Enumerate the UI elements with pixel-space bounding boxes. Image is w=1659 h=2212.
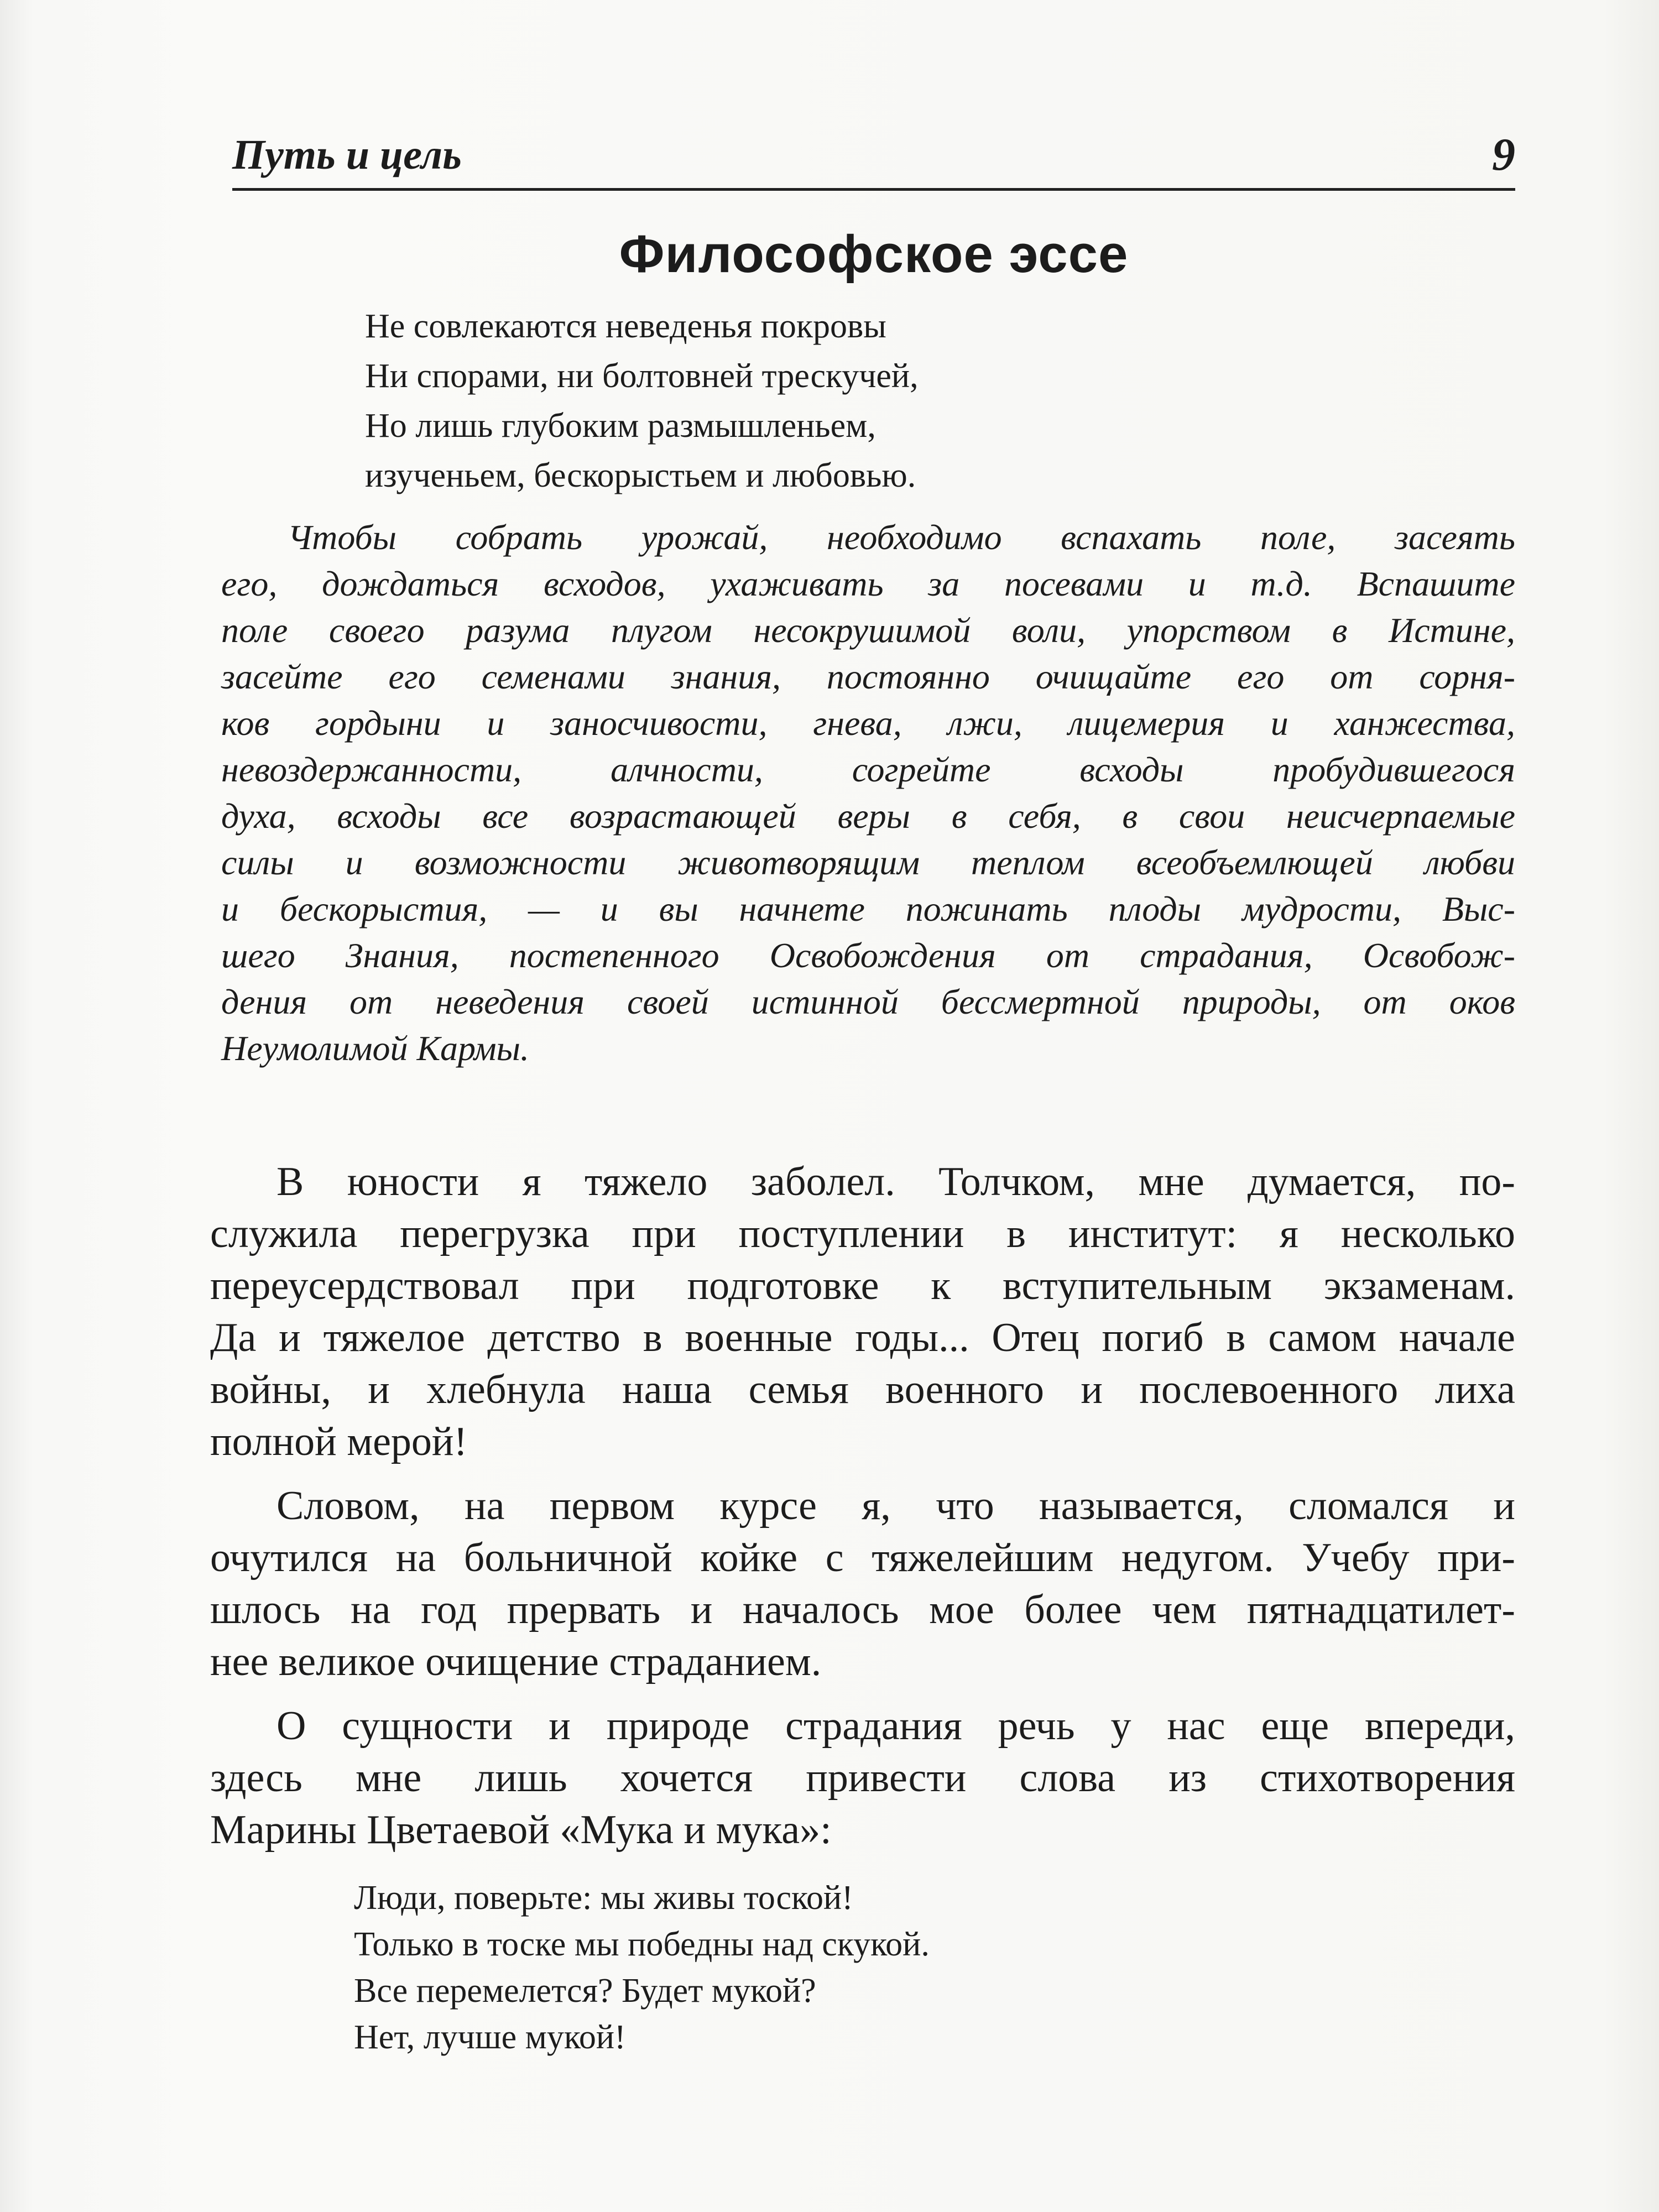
italic-passage-line: засейте его семенами знания, постоянно очищайте его от сорня- [221,657,1515,696]
paragraph [210,1700,1515,1856]
epigraph-line: изученьем, бескорыстьем и любовью. [365,457,916,494]
paragraph-line: переусердствовал при подготовке к вступительным экзаменам. [210,1263,1515,1308]
paragraph-line: войны, и хлебнула наша семья военного и послевоенного лиха [210,1367,1515,1412]
paragraph-line: нее великое очищение страданием. [210,1639,822,1684]
poem-line: Люди, поверьте: мы живы тоской! [354,1879,853,1917]
paragraph [210,1480,1515,1688]
running-header [232,127,1515,191]
italic-passage-line: поле своего разума плугом несокрушимой воли, упорством в Истине, [221,611,1515,650]
poem-quote [354,1875,1515,2060]
paragraph-line: шлось на год прервать и началось мое более чем пятнадцатилет- [210,1587,1515,1632]
epigraph-line: Не совлекаются неведенья покровы [365,307,886,345]
page-number: 9 [1492,129,1515,180]
paragraph [210,1156,1515,1468]
italic-passage-line: Чтобы собрать урожай, необходимо вспахать поле, засеять [288,518,1515,557]
epigraph-line: Но лишь глубоким размышленьем, [365,407,876,445]
running-title: Путь и цель [232,132,462,178]
paragraph-line: Да и тяжелое детство в военные годы... Отец погиб в самом начале [210,1315,1515,1360]
paragraph-line: Словом, на первом курсе я, что называется, сломался и [276,1483,1515,1528]
italic-passage-line: духа, всходы все возрастающей веры в себя, в свои неисчерпаемые [221,796,1515,836]
paragraph-line: О сущности и природе страдания речь у нас еще впереди, [276,1703,1515,1749]
body-text [210,1156,1515,1856]
poem-line: Только в тоске мы победны над скукой. [354,1926,930,1963]
italic-passage-line: его, дождаться всходов, ухаживать за посевами и т.д. Вспашите [221,564,1515,603]
paragraph-line: В юности я тяжело заболел. Толчком, мне думается, по- [276,1159,1515,1204]
italic-passage-line: ков гордыни и заносчивости, гнева, лжи, лицемерия и ханжества, [221,703,1515,743]
poem-line: Нет, лучше мукой! [354,2018,626,2056]
paragraph-line: служила перегрузка при поступлении в институт: я несколько [210,1211,1515,1256]
italic-passage [221,514,1515,1072]
italic-passage-line: шего Знания, постепенного Освобождения от страдания, Освобож- [221,936,1515,975]
italic-passage-line: Неумолимой Кармы. [221,1029,529,1068]
paragraph-line: очутился на больничной койке с тяжелейшим недугом. Учебу при- [210,1535,1515,1580]
italic-passage-line: невоздержанности, алчности, согрейте всходы пробудившегося [221,750,1515,789]
essay-title: Философское эссе [619,225,1129,284]
epigraph [365,301,1471,500]
italic-passage-line: дения от неведения своей истинной бессмертной природы, от оков [221,982,1515,1021]
paragraph-line: Марины Цветаевой «Мука и мука»: [210,1807,832,1853]
paragraph-line: здесь мне лишь хочется привести слова из стихотворения [210,1755,1515,1801]
italic-passage-line: силы и возможности животворящим теплом всеобъемлющей любви [221,843,1515,882]
italic-passage-line: и бескорыстия, — и вы начнете пожинать плоды мудрости, Выс- [221,889,1515,928]
paragraph-line: полной мерой! [210,1419,468,1464]
poem-line: Все перемелется? Будет мукой? [354,1972,816,2010]
epigraph-line: Ни спорами, ни болтовней трескучей, [365,357,919,395]
